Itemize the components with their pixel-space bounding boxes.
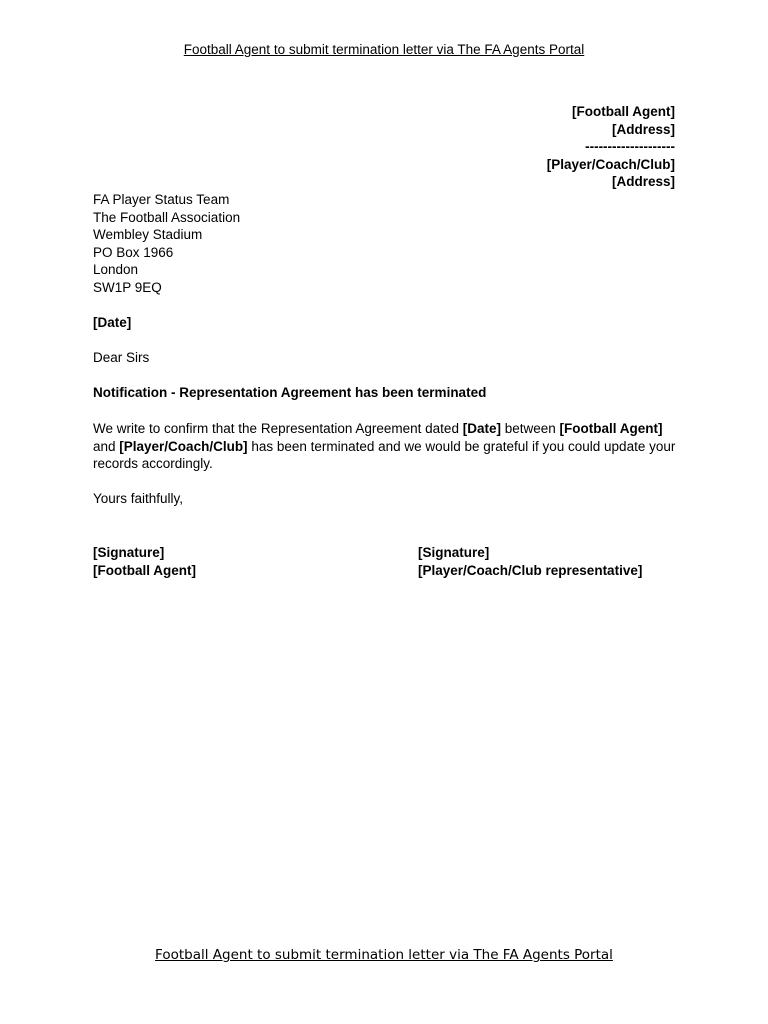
signature-block-agent — [93, 544, 196, 579]
body-text: between — [500, 421, 560, 436]
body-date-placeholder: [Date] — [462, 421, 501, 436]
recipient-address-block — [93, 191, 240, 297]
sender-separator: -------------------- — [585, 139, 675, 155]
closing: Yours faithfully, — [93, 491, 184, 506]
body-text: and — [93, 438, 120, 454]
header-note: Football Agent to submit termination letter via The FA Agents Portal — [183, 42, 585, 57]
signature-placeholder: [Signature] — [418, 545, 490, 560]
sender-agent-address: [Address] — [611, 121, 675, 137]
letter-subject: Notification - Representation Agreement has been terminated — [93, 385, 487, 400]
signature-name: [Player/Coach/Club representative] — [418, 562, 643, 578]
body-text: We write to confirm that the Representation Agreement dated — [93, 421, 463, 436]
body-text: has been terminated and we would be grateful if you could update your records accordingly. — [93, 438, 676, 472]
recipient-line: Wembley Stadium — [93, 227, 203, 243]
sender-party: [Player/Coach/Club] — [546, 156, 675, 172]
sender-address-block — [547, 103, 675, 191]
signature-placeholder: [Signature] — [93, 545, 165, 560]
recipient-line: FA Player Status Team — [93, 192, 230, 207]
salutation: Dear Sirs — [93, 350, 150, 365]
body-party-placeholder: [Player/Coach/Club] — [119, 438, 248, 454]
recipient-line: The Football Association — [93, 209, 241, 225]
recipient-line: PO Box 1966 — [93, 244, 174, 260]
footer-note: Football Agent to submit termination letter via The FA Agents Portal — [155, 947, 613, 963]
body-agent-placeholder: [Football Agent] — [559, 421, 663, 436]
body-paragraph — [93, 420, 683, 473]
signature-name: [Football Agent] — [93, 562, 196, 578]
sender-party-address: [Address] — [611, 174, 675, 190]
recipient-line: London — [93, 262, 139, 278]
sender-agent: [Football Agent] — [572, 104, 675, 119]
recipient-line: SW1P 9EQ — [93, 279, 162, 295]
signature-block-representative — [418, 544, 642, 579]
letter-date: [Date] — [93, 315, 132, 330]
